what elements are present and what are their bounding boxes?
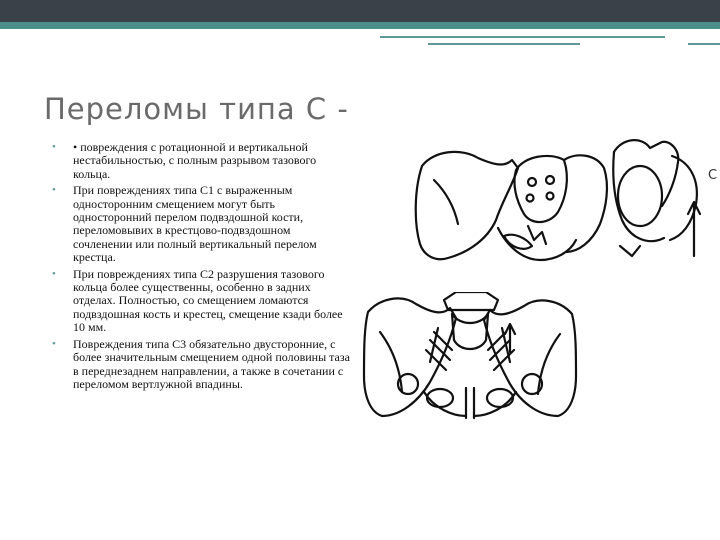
- bullet-marker: •: [52, 337, 56, 350]
- bullet-text: Повреждения типа С3 обязательно двусторонние, с более значительным смещением одной половины таза в переднезаднем направлении, а также в сочетании с переломом вертлужной впадины.: [73, 336, 350, 391]
- decorative-rule: [380, 36, 665, 38]
- accent-band: [0, 22, 720, 29]
- top-bar: [0, 0, 720, 22]
- bullet-marker: •: [52, 141, 56, 153]
- bullet-marker: •: [52, 267, 56, 280]
- pelvis-illustration-bottom: [360, 292, 580, 426]
- bullet-text: При повреждениях типа С2 разрушения тазового кольца более существенны, особенно в задних отделах. Полностью, со смещением ломаются подвздошная кость и крестец, смещение кзади более 10 мм.: [73, 266, 343, 335]
- bullet-list: [52, 141, 352, 394]
- slide-title: Переломы типа С -: [44, 92, 349, 126]
- bullet-item: [52, 268, 352, 335]
- bullet-text: При повреждениях типа С1 с выраженным односторонним смещением могут быть односторонний перелом подвздошной кости, переломовывих в крестцово-подвздошном сочленении или полный вертикальный перелом крестца.: [73, 183, 317, 265]
- decorative-rule: [428, 43, 580, 45]
- decorative-rule: [688, 43, 720, 45]
- figure-label: C: [708, 168, 718, 183]
- pelvis-illustration-top: [400, 128, 704, 270]
- bullet-item: [52, 141, 352, 181]
- bullet-item: [52, 338, 352, 392]
- bullet-text: • повреждения с ротационной и вертикальной нестабильностью, с полным разрывом тазового кольца.: [73, 140, 317, 181]
- bullet-marker: •: [52, 184, 56, 197]
- bullet-item: [52, 184, 352, 264]
